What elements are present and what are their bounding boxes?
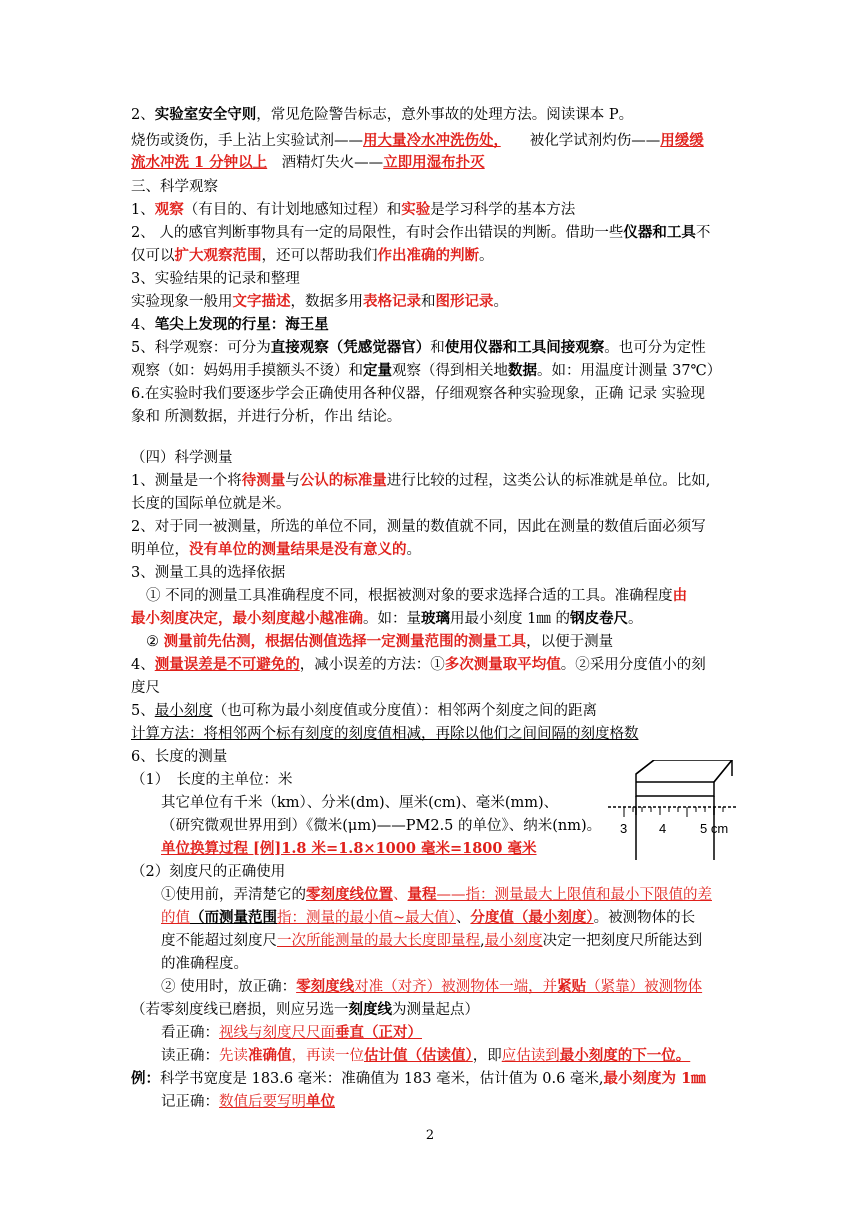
text-run: 观察（得到相关地 (392, 363, 508, 379)
text-run: 观察 (154, 201, 184, 218)
text-run: 仅可以 (131, 248, 175, 264)
text-run: 6、长度的测量 (131, 749, 228, 765)
text-run: 文字描述 (232, 293, 291, 310)
text-run: ② (146, 634, 164, 650)
text-run: 度尺 (131, 680, 160, 696)
tick-label-4: 4 (659, 821, 667, 836)
text-run: 最小刻度决定，最小刻度越小越准确 (131, 610, 363, 627)
text-run: 4、 (131, 317, 155, 333)
text-line (161, 885, 712, 905)
text-run: 3、测量工具的选择依据 (131, 565, 286, 581)
text-run: 。 (406, 542, 421, 558)
text-run: 测量误差是不可避免的 (154, 656, 300, 673)
text-run: 。如：用温度计测量 37℃） (537, 363, 722, 379)
text-line (131, 338, 706, 358)
text-run: 垂直（正对） (335, 1024, 422, 1041)
text-run: ，即 (472, 1048, 502, 1064)
text-run: 进行比较的过程，这类公认的标准就是单位。比如, (386, 473, 711, 489)
text-run: 估计值（估读值） (364, 1047, 473, 1064)
text-run: 例： (131, 1070, 160, 1087)
text-line (131, 701, 597, 721)
text-run: 一次所能测量的最大长度即量程 (277, 933, 480, 949)
text-run: 实验现象一般用 (131, 294, 233, 310)
text-line (131, 246, 494, 266)
text-run: 4、 (131, 657, 155, 673)
text-run: ② 使用时，放正确： (161, 979, 297, 995)
text-run: （2）刻度尺的正确使用 (131, 864, 286, 880)
text-run: 最小刻度 (484, 933, 543, 949)
text-line (161, 1046, 690, 1066)
text-run: 最小刻度 (154, 703, 213, 719)
page-number: 2 (425, 1128, 435, 1143)
text-run: 科学书宽度是 183.6 毫米：准确值为 183 毫米，估计值为 0.6 毫米, (160, 1071, 604, 1087)
text-run: 流水冲洗 1 分钟以上 (131, 154, 268, 171)
text-run: 先读 (219, 1048, 248, 1064)
text-run: 直接观察（凭感觉器官） (270, 339, 431, 356)
text-line (161, 1092, 335, 1112)
text-run: 最小刻度的下一位。 (559, 1047, 691, 1064)
text-run: 用缓缓 (660, 132, 704, 149)
text-run: 待测量 (241, 472, 286, 489)
text-line (161, 908, 695, 928)
text-run: 作出准确的判断 (377, 247, 479, 264)
text-run: 使用仪器和工具间接观察 (444, 339, 605, 356)
text-line (131, 315, 329, 335)
text-line (146, 632, 613, 652)
text-line (131, 471, 710, 491)
text-run: 由 (672, 587, 688, 604)
text-run: 。 (627, 611, 643, 627)
text-run: 5、 (131, 703, 155, 719)
text-run: 钢皮卷尺 (569, 610, 628, 627)
text-run: 仪器和工具 (623, 224, 696, 241)
text-run: 明单位， (131, 542, 189, 558)
text-line (131, 770, 292, 790)
text-run: （研究微观世界用到）《微米(μm)——PM2.5 的单位》、纳米(nm)。 (161, 818, 602, 834)
text-run: 1、 (131, 202, 155, 218)
text-run: 长度的国际单位就是米。 (131, 496, 291, 512)
text-run: 和 (430, 340, 445, 356)
text-line (131, 131, 704, 151)
text-run: （若零刻度线已磨损，则应另选一 (131, 1002, 349, 1018)
text-run: 测量前先估测，根据估测值选择一定测量范围的测量工具 (163, 633, 527, 650)
text-line (161, 954, 248, 974)
text-line (131, 105, 633, 125)
text-run: ——指：测量最大上限值和最小下限值的差 (436, 887, 712, 903)
text-run: 没有单位的测量结果是没有意义的 (189, 541, 407, 558)
text-run: 三、科学观察 (131, 179, 218, 195)
text-run: 与 (285, 473, 300, 489)
text-run: ，以便于测量 (526, 634, 614, 650)
text-line (131, 655, 706, 675)
text-run: ① 不同的测量工具准确程度不同，根据被测对象的要求选择合适的工具。准确程度 (146, 588, 673, 604)
text-line (131, 747, 227, 767)
text-run: 的准确程度。 (161, 956, 248, 972)
text-run: 扩大观察范围 (174, 247, 262, 264)
text-run: 观察（如：妈妈用手摸额头不烫）和 (131, 363, 363, 379)
text-line (131, 292, 508, 312)
text-run: 。也可分为定性 (604, 340, 706, 356)
text-run: 分度值（最小刻度） (470, 909, 594, 926)
text-line (131, 407, 401, 427)
ruler-ticks (624, 807, 723, 817)
text-run: 图形记录 (435, 293, 494, 310)
text-run: 。 (493, 294, 508, 310)
text-run: 准确值 (248, 1047, 292, 1064)
text-run: 读正确： (161, 1048, 219, 1064)
text-run: 用最小刻度 1㎜ 的 (450, 611, 570, 627)
text-run: （也可称为最小刻度值或分度值）：相邻两个刻度之间的距离 (212, 703, 597, 719)
text-run: 、 (393, 887, 408, 903)
text-run: , (480, 933, 485, 949)
text-run: 指：测量的最小值~最大值） (277, 910, 456, 926)
text-run: 。②采用分度值小的刻 (560, 657, 706, 673)
text-line (131, 1069, 706, 1089)
text-run: 笔尖上发现的行星：海王星 (154, 316, 329, 333)
text-line (161, 977, 702, 997)
text-run: 零刻度线 (296, 978, 355, 995)
text-run: 记正确： (161, 1094, 219, 1110)
text-run: （紧靠）被测物体 (586, 979, 703, 995)
text-run: 数值后要写明 (219, 1094, 306, 1110)
text-run: 单位 (306, 1093, 335, 1110)
text-line (131, 494, 291, 514)
text-line (131, 678, 160, 698)
text-run: 3、实验结果的记录和整理 (131, 271, 300, 287)
text-line (161, 1023, 422, 1043)
text-run: 对准（对齐）被测物体一端，并 (354, 979, 558, 995)
text-run: 视线与刻度尺尺面 (219, 1025, 335, 1041)
text-run: 2、 人的感官判断事物具有一定的局限性，有时会作出错误的判断。借助一些 (131, 225, 624, 241)
text-run: 定量 (363, 362, 392, 379)
text-run: 5、科学观察：可分为 (131, 340, 271, 356)
text-run: 不 (695, 225, 711, 241)
text-run: 公认的标准量 (299, 472, 387, 489)
text-line (131, 361, 721, 381)
text-line (131, 448, 233, 468)
text-run: 量程 (407, 886, 437, 903)
text-run: 1、测量是一个将 (131, 473, 242, 489)
text-run: 数据 (508, 362, 537, 379)
text-line (131, 609, 642, 629)
text-line (161, 931, 702, 951)
text-run: 应估读到 (501, 1048, 560, 1064)
text-run: 度不能超过刻度尺 (161, 933, 277, 949)
text-run: 单位换算过程 [例]1.8 米=1.8×1000 毫米=1800 毫米 (161, 840, 537, 857)
text-run: ，再读一位 (291, 1048, 364, 1064)
text-run: 最小刻度为 1㎜ (603, 1070, 706, 1087)
text-run: 酒精灯失火—— (267, 155, 384, 171)
text-run: 6.在实验时我们要逐步学会正确使用各种仪器，仔细观察各种实验现象，正确 记录 实验现 (131, 386, 706, 402)
text-run: 零刻度线位置 (306, 886, 393, 903)
text-run: 刻度线 (348, 1001, 392, 1018)
text-run: ，常见危险警告标志，意外事故的处理方法。阅读课本 P。 (256, 107, 634, 123)
text-run: 2、 (131, 107, 155, 123)
text-line (131, 200, 575, 220)
text-run: 紧贴 (557, 978, 587, 995)
text-run: ，数据多用 (290, 294, 363, 310)
text-run: 。如：量 (363, 611, 421, 627)
ruler-block-diagram (608, 760, 738, 868)
text-line (131, 862, 285, 882)
text-line (146, 586, 687, 606)
text-run: ①使用前，弄清楚它的 (161, 887, 306, 903)
text-run: 实验室安全守则 (154, 106, 257, 123)
text-run: 、 (455, 910, 471, 926)
text-run: 烧伤或烫伤，手上沾上实验试剂—— (131, 133, 363, 149)
text-run: 用大量冷水冲洗伤处， (363, 132, 501, 149)
text-run: 其它单位有千米（km）、分米(dm)、厘米(cm)、毫米(mm)、 (161, 795, 559, 811)
text-line (131, 1000, 479, 1020)
text-run: 计算方法：将相邻两个标有刻度的刻度值相减，再除以他们之间间隔的刻度格数 (131, 726, 639, 742)
text-run: （而测量范围 (190, 909, 277, 926)
text-run: 是学习科学的基本方法 (430, 202, 576, 218)
text-line (161, 816, 601, 836)
text-run: ，还可以帮助我们 (261, 248, 378, 264)
text-run: 。 (479, 248, 494, 264)
text-line (131, 517, 706, 537)
text-line (131, 269, 300, 289)
text-run: 被化学试剂灼伤—— (500, 133, 661, 149)
text-line (161, 793, 558, 813)
text-run: 。被测物体的长 (593, 910, 696, 926)
ruler-measurement-figure (608, 760, 738, 872)
text-run: 多次测量取平均值 (444, 656, 561, 673)
text-run: （四）科学测量 (131, 450, 233, 466)
tick-label-3: 3 (620, 821, 628, 836)
text-line (131, 223, 710, 243)
text-line (131, 177, 218, 197)
text-run: 象和 所测数据，并进行分析，作出 结论。 (131, 409, 402, 425)
text-run: 实验 (401, 201, 431, 218)
text-run: 和 (421, 294, 436, 310)
text-line (131, 540, 421, 560)
text-run: 为测量起点） (392, 1002, 479, 1018)
text-line (131, 384, 705, 404)
tick-label-5cm: 5 cm (700, 821, 729, 836)
text-run: （有目的、有计划地感知过程）和 (183, 202, 402, 218)
text-run: 的值 (161, 910, 190, 926)
text-run: 立即用湿布扑灭 (383, 154, 485, 171)
text-run: 决定一把刻度尺所能达到 (542, 933, 703, 949)
text-line (161, 839, 537, 859)
text-run: 2、对于同一被测量，所选的单位不同，测量的数值就不同，因此在测量的数值后面必须写 (131, 519, 706, 535)
text-line (131, 724, 639, 744)
text-run: 玻璃 (421, 610, 450, 627)
text-run: 表格记录 (363, 293, 421, 310)
text-run: ，减小误差的方法：① (299, 657, 445, 673)
text-run: （1） 长度的主单位：米 (131, 772, 293, 788)
text-line (131, 153, 485, 173)
text-run: 看正确： (161, 1025, 219, 1041)
text-line (131, 563, 285, 583)
